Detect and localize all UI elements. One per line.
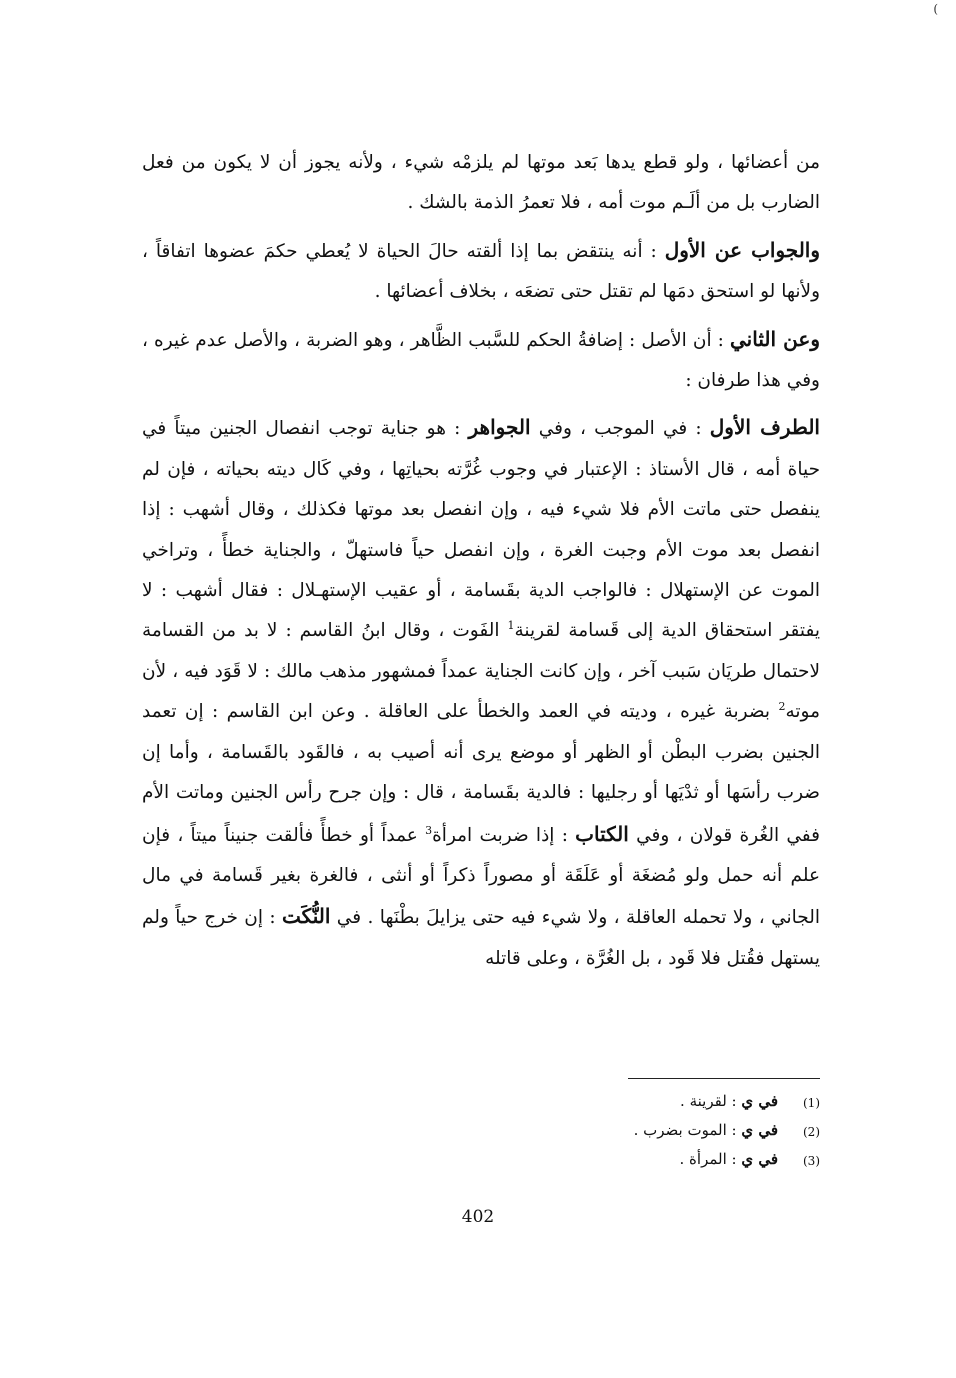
paragraph-1 [142, 143, 820, 224]
paragraph-2-text: : أنه ينتقض بما إذا ألقته حالَ الحياة لا يُعطي حكمَ عضوها اتفاقاً ، ولأنها لو استحق دمَها لم تقتل حتى تضعَه ، بخلاف أعضائها . [142, 240, 820, 303]
paragraph-4-pre: : في الموجب ، وفي [530, 418, 710, 440]
footnote-text: : الموت بضرب . [633, 1121, 742, 1139]
footnote-number: (2) [802, 1125, 820, 1139]
corner-mark: ( [933, 2, 938, 16]
paragraph-4-book-name: الكتاب [575, 821, 629, 846]
main-text [142, 143, 820, 979]
footnote-text: : لقرينة . [680, 1092, 742, 1110]
paragraph-4-text-6: : إن خرج حياً ولم يستهل فقُتل فلا قَود ، بل الغُرَّة ، وعلى قاتله [142, 907, 820, 969]
paragraph-1-text: من أعضائها ، ولو قطع يدها بَعد موتها لم يلزمْه شيء ، ولأنه يجوز أن لا يكون من فعل الضارب بل من ألَـم موت أمه ، فلا تعمرُ الذمة بالشك . [142, 152, 820, 214]
paragraph-4-text: : هو جناية توجب انفصال الجنين ميتاً في حياة أمه ، قال الأستاذ : الإعتبار في وجوب غُرَّته بحياتِها ، وفي كَال ديته بحياته ، فإن لم ينفصل حتى ماتت الأم فلا شيء فيه ، وإن انفصل بعد موتها فكذلك ، وقال أشهب : إذا انفصل بعد موت الأم وجبت الغرة ، وإن انفصل حياً فاستهلّ ، والجناية خطأً ، وتراخي الموت عن الإستهلال : فالواجب الدية بقَسامة ، أو عقيب الإستهـلال : فقال أشهب : لا يفتقر استحقاق الدية إلى قَسامة لقرينة [142, 418, 820, 642]
footnote-3 [520, 1146, 820, 1175]
paragraph-4-source-name: الجواهر [468, 415, 531, 440]
footnote-divider [628, 1078, 820, 1079]
page-number: 402 [461, 1207, 495, 1227]
footnote-source: في ي [741, 1150, 778, 1168]
paragraph-4-text-3: بضربة غيره ، وديته في العمد والخطأ على العاقلة . وعن ابن القاسم : إن تعمد الجنين بضرب البطْن أو الظهر أو موضع يرى أنه أصيب به ، فالقَود بالقَسامة ، وأما إن ضرب رأسَها أو ثدْيَها أو رجليها : فالدية بقَسامة ، قال : وإن جرح رأس الجنين وماتت الأم ففي الغُرة قولان ، وفي [142, 701, 820, 846]
footnote-ref-1: 1 [507, 619, 515, 633]
footnote-source: في ي [741, 1092, 778, 1110]
footnote-ref-2: 2 [778, 700, 786, 714]
footnote-number: (3) [802, 1154, 820, 1168]
footnote-source: في ي [741, 1121, 778, 1139]
paragraph-3 [142, 319, 820, 402]
footnote-1 [520, 1088, 820, 1117]
paragraph-3-heading: وعن الثاني [730, 326, 820, 351]
paragraph-4-nukat-name: النُّكَت [282, 904, 331, 929]
footnote-ref-3: 3 [425, 823, 433, 837]
paragraph-4-text-4: : إذا ضربت امرأة [432, 824, 576, 846]
paragraph-2-heading: والجواب عن الأول [664, 237, 820, 262]
paragraph-4-text-5: عمداً أو خطأً فألقت جنيناً ميتاً ، فإن علم أنه حمل ولو مُضغَة أو عَلَقَة أو مصوراً ذكراً أو أنثى ، فالغرة بغير قَسامة في مال الجاني ، ولا تحمله العاقلة ، ولا شيء فيه حتى يزايلَ بطْنَها . في [142, 824, 820, 929]
footnote-2 [520, 1117, 820, 1146]
footnotes [520, 1088, 820, 1175]
footnote-text: : المرأة . [679, 1150, 742, 1168]
paragraph-3-text: : أن الأصل : إضافةُ الحكم للسَّبب الظَّاهر ، وهو الضربة ، والأصل عدم غيره ، وفي هذا طرفان : [142, 329, 820, 392]
paragraph-2 [142, 230, 820, 313]
paragraph-4-text-2: الفَوت ، وقال ابنُ القاسم : لا بد من القسامة لاحتمال طريَان سَبب آخر ، وإن كانت الجناية عمداً فمشهور مذهب مالك : لا قَوَد فيه ، لأن موته [142, 620, 820, 723]
footnote-number: (1) [802, 1096, 820, 1110]
paragraph-4-heading: الطرف الأول [709, 415, 820, 440]
paragraph-4 [142, 407, 820, 979]
